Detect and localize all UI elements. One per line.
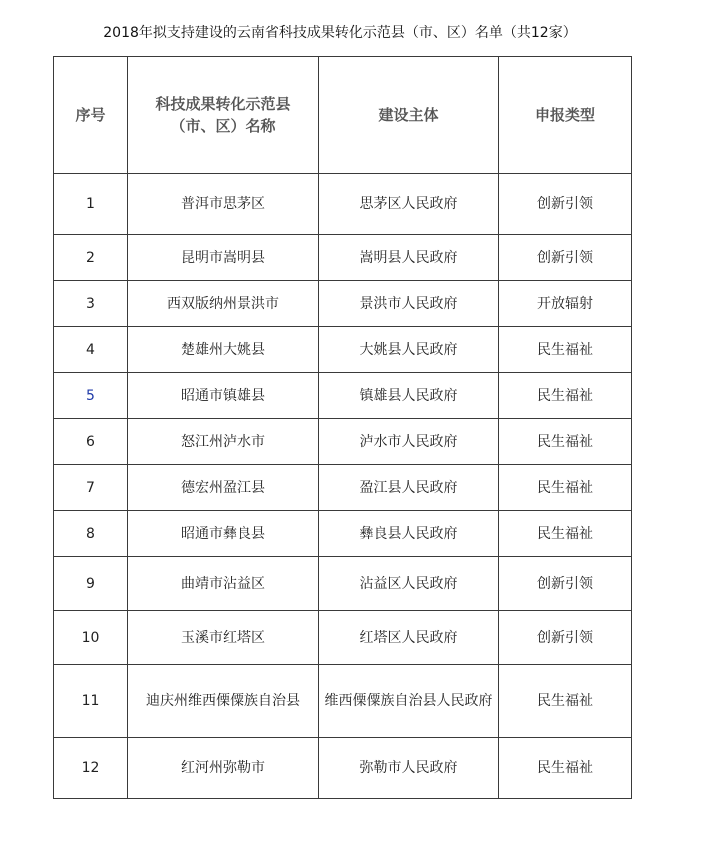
row-index: 7 <box>54 465 128 511</box>
row-type: 民生福祉 <box>499 665 632 738</box>
row-type: 民生福祉 <box>499 511 632 557</box>
row-body: 镇雄县人民政府 <box>319 373 499 419</box>
page-title: 2018年拟支持建设的云南省科技成果转化示范县（市、区）名单（共12家） <box>103 25 577 41</box>
row-name: 迪庆州维西傈僳族自治县 <box>128 665 319 738</box>
header-name <box>128 57 319 174</box>
row-type: 民生福祉 <box>499 465 632 511</box>
row-type: 民生福祉 <box>499 373 632 419</box>
row-name: 西双版纳州景洪市 <box>128 281 319 327</box>
table-header-row <box>54 57 632 174</box>
table-row <box>54 373 632 419</box>
row-body: 盈江县人民政府 <box>319 465 499 511</box>
table-row <box>54 611 632 665</box>
row-name: 昭通市彝良县 <box>128 511 319 557</box>
row-name: 玉溪市红塔区 <box>128 611 319 665</box>
row-index: 4 <box>54 327 128 373</box>
row-index: 12 <box>54 738 128 799</box>
header-name-line1: 科技成果转化示范县 <box>155 95 291 113</box>
row-name: 红河州弥勒市 <box>128 738 319 799</box>
row-type: 创新引领 <box>499 557 632 611</box>
row-body: 思茅区人民政府 <box>319 174 499 235</box>
row-body: 彝良县人民政府 <box>319 511 499 557</box>
table-row <box>54 511 632 557</box>
table-row <box>54 235 632 281</box>
row-type: 民生福祉 <box>499 327 632 373</box>
row-name: 怒江州泸水市 <box>128 419 319 465</box>
row-body: 嵩明县人民政府 <box>319 235 499 281</box>
row-body: 维西傈僳族自治县人民政府 <box>319 665 499 738</box>
row-name: 曲靖市沾益区 <box>128 557 319 611</box>
row-index: 2 <box>54 235 128 281</box>
header-type: 申报类型 <box>499 57 632 174</box>
table-row <box>54 419 632 465</box>
row-name: 德宏州盈江县 <box>128 465 319 511</box>
row-type: 开放辐射 <box>499 281 632 327</box>
table-row <box>54 738 632 799</box>
table-row <box>54 465 632 511</box>
row-name: 普洱市思茅区 <box>128 174 319 235</box>
table-row <box>54 281 632 327</box>
demonstration-county-table <box>53 56 632 799</box>
row-body: 沾益区人民政府 <box>319 557 499 611</box>
row-index: 8 <box>54 511 128 557</box>
row-body: 泸水市人民政府 <box>319 419 499 465</box>
table-row <box>54 174 632 235</box>
row-name: 昭通市镇雄县 <box>128 373 319 419</box>
header-body: 建设主体 <box>319 57 499 174</box>
row-type: 创新引领 <box>499 611 632 665</box>
row-index: 10 <box>54 611 128 665</box>
row-type: 创新引领 <box>499 174 632 235</box>
table-row <box>54 665 632 738</box>
row-body: 大姚县人民政府 <box>319 327 499 373</box>
row-name: 楚雄州大姚县 <box>128 327 319 373</box>
row-index: 11 <box>54 665 128 738</box>
row-index: 1 <box>54 174 128 235</box>
row-type: 民生福祉 <box>499 738 632 799</box>
table-row <box>54 327 632 373</box>
row-index: 3 <box>54 281 128 327</box>
row-name: 昆明市嵩明县 <box>128 235 319 281</box>
row-body: 红塔区人民政府 <box>319 611 499 665</box>
row-index: 6 <box>54 419 128 465</box>
row-type: 创新引领 <box>499 235 632 281</box>
table-row <box>54 557 632 611</box>
header-name-line2: （市、区）名称 <box>170 117 276 135</box>
row-index: 9 <box>54 557 128 611</box>
row-body: 景洪市人民政府 <box>319 281 499 327</box>
row-type: 民生福祉 <box>499 419 632 465</box>
row-body: 弥勒市人民政府 <box>319 738 499 799</box>
row-index: 5 <box>54 373 128 419</box>
header-index: 序号 <box>54 57 128 174</box>
